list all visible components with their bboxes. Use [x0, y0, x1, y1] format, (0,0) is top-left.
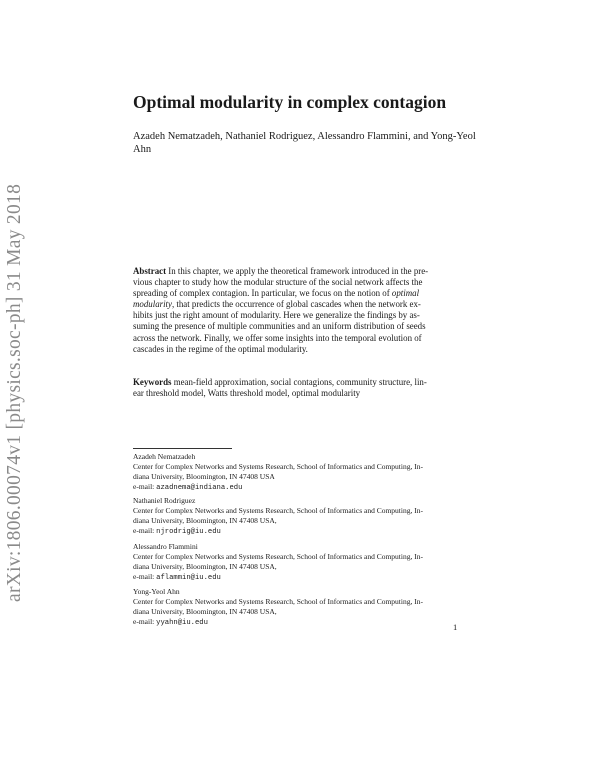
abstract-line: across the network. Finally, we offer some insights into the temporal evolution of: [133, 332, 422, 343]
paper-title: Optimal modularity in complex contagion: [133, 92, 447, 112]
author-email: azadnema@indiana.edu: [156, 484, 243, 492]
abstract-line: hibits just the right amount of modularity. Here we generalize the findings by as-: [133, 310, 420, 321]
keywords-label: Keywords: [133, 377, 172, 387]
author-line-2: Ahn: [133, 144, 152, 155]
abstract-line: In this chapter, we apply the theoretical framework introduced in the pre-: [168, 266, 429, 276]
abstract-label: Abstract: [133, 266, 167, 276]
email-label: e-mail:: [133, 617, 155, 626]
affiliation-line: diana University, Bloomington, IN 47408 USA,: [133, 562, 277, 571]
abstract: [133, 266, 463, 355]
abstract-line: cascades in the regime of the optimal modularity.: [133, 343, 308, 354]
abstract-emphasis: optimal: [391, 288, 420, 299]
author-email: aflammin@iu.edu: [156, 574, 221, 582]
keywords-line: ear threshold model, Watts threshold model, optimal modularity: [133, 388, 361, 399]
affiliation-name: Alessandro Flammini: [133, 542, 198, 551]
page-number: 1: [453, 622, 458, 632]
abstract-line: suming the presence of multiple communities and an uniform distribution of seeds: [133, 321, 426, 332]
author-email: yyahn@iu.edu: [156, 619, 208, 627]
keywords-line: mean-field approximation, social contagions, community structure, lin-: [173, 377, 427, 387]
affiliation-line: Center for Complex Networks and Systems Research, School of Informatics and Computing, In-: [133, 597, 423, 606]
affiliation-block: [133, 496, 465, 537]
affiliation-line: diana University, Bloomington, IN 47408 USA,: [133, 516, 277, 525]
author-email: njrodrig@iu.edu: [156, 528, 221, 536]
arxiv-identifier-stamp: arXiv:1806.00074v1 [physics.soc-ph] 31 May 2018: [4, 183, 25, 602]
affiliation-line: Center for Complex Networks and Systems Research, School of Informatics and Computing, In-: [133, 506, 423, 515]
affiliation-line: diana University, Bloomington, IN 47408 USA: [133, 472, 275, 481]
affiliation-name: Yong-Yeol Ahn: [133, 587, 180, 596]
affiliation-line: diana University, Bloomington, IN 47408 USA,: [133, 607, 277, 616]
author-line-1: Azadeh Nematzadeh, Nathaniel Rodriguez, Alessandro Flammini, and Yong-Yeol: [133, 131, 476, 142]
affiliation-name: Nathaniel Rodriguez: [133, 496, 196, 505]
email-label: e-mail:: [133, 526, 155, 535]
affiliation-block: [133, 587, 465, 628]
keywords: [133, 377, 463, 399]
abstract-emphasis-cont: modularity: [133, 299, 172, 310]
author-list: [133, 130, 476, 156]
affiliation-block: [133, 542, 465, 583]
affiliation-line: Center for Complex Networks and Systems Research, School of Informatics and Computing, In-: [133, 552, 423, 561]
email-label: e-mail:: [133, 572, 155, 581]
affiliation-block: [133, 452, 465, 493]
affiliation-name: Azadeh Nematzadeh: [133, 452, 196, 461]
abstract-line: spreading of complex contagion. In particular, we focus on the notion of: [133, 288, 390, 299]
abstract-line: , that predicts the occurrence of global cascades when the network ex-: [171, 299, 421, 310]
affiliation-line: Center for Complex Networks and Systems Research, School of Informatics and Computing, In-: [133, 462, 423, 471]
abstract-line: vious chapter to study how the modular structure of the social network affects the: [133, 277, 423, 288]
email-label: e-mail:: [133, 482, 155, 491]
footnote-divider: [133, 448, 232, 449]
